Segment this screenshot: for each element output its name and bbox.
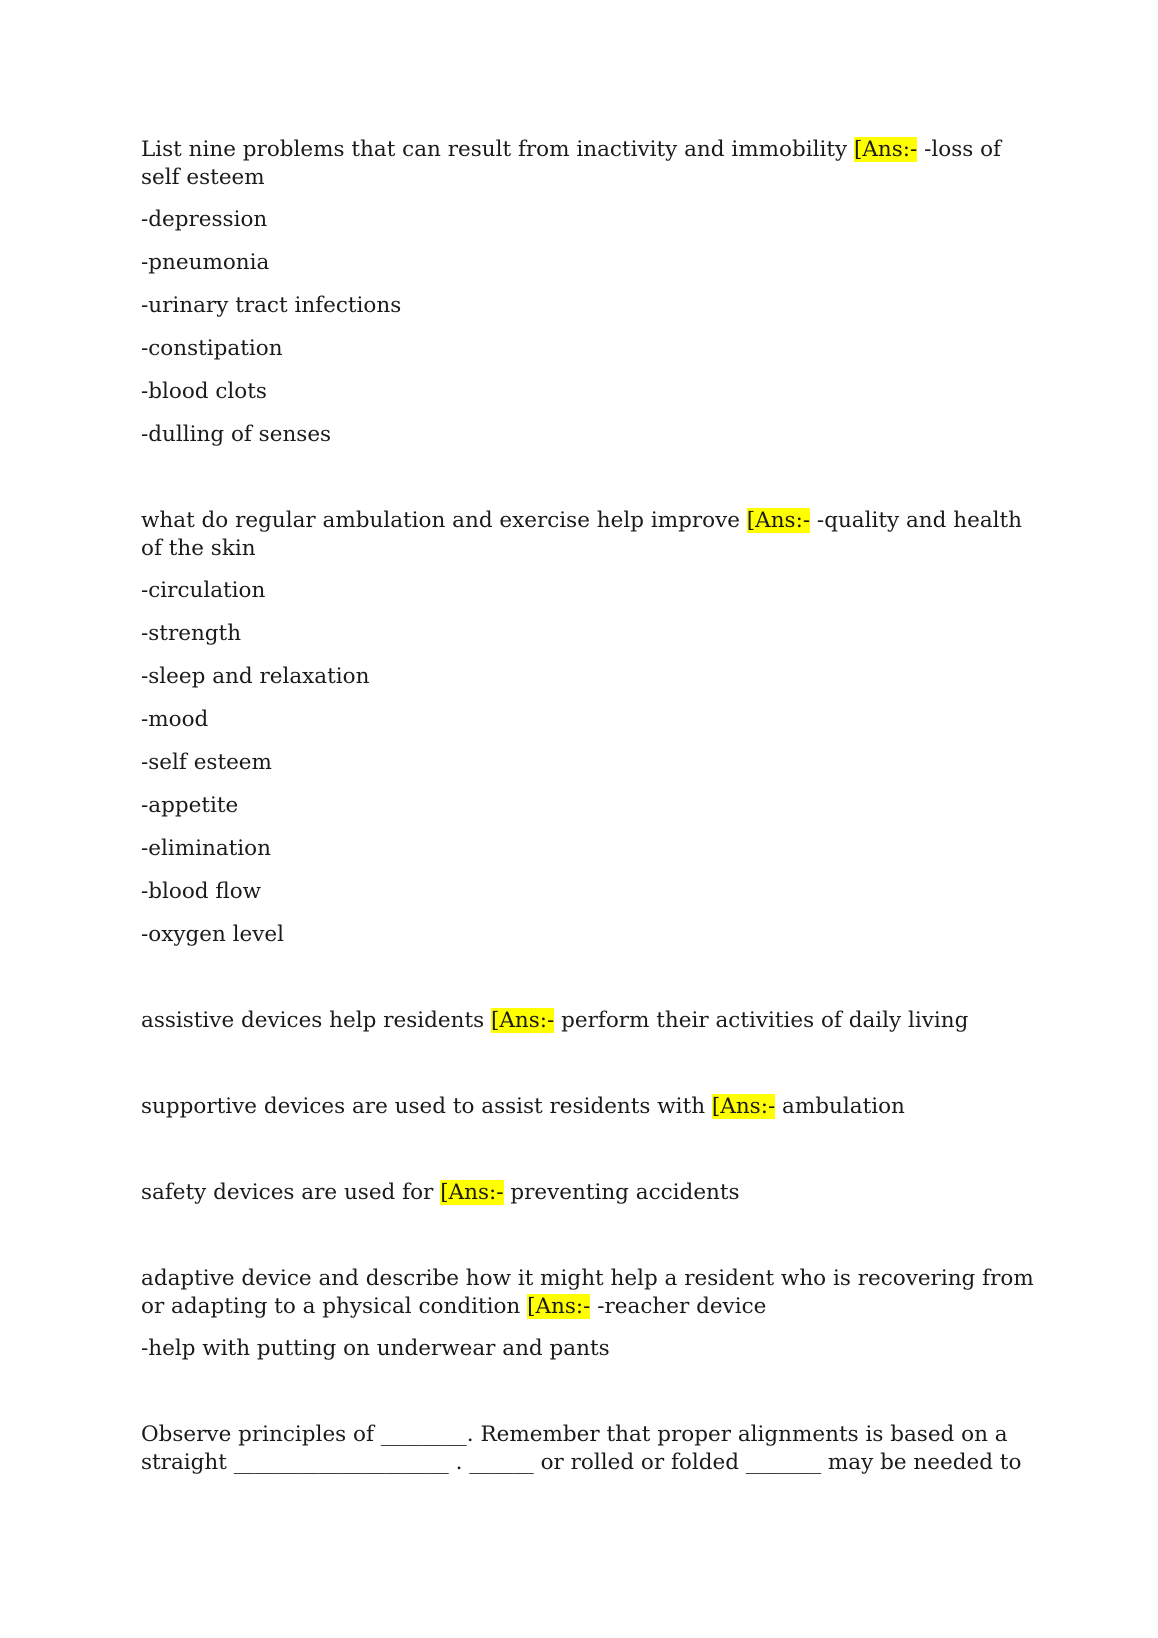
answer-item: -sleep and relaxation bbox=[141, 664, 370, 689]
answer-item: -pneumonia bbox=[141, 250, 270, 275]
question-text: adaptive device and describe how it might help a resident who is recovering from or adapting to a physical condition bbox=[141, 1266, 1034, 1319]
answer-marker: [Ans:- bbox=[746, 508, 811, 533]
answer-item: -help with putting on underwear and pants bbox=[141, 1336, 610, 1361]
answer-item: -constipation bbox=[141, 336, 283, 361]
answer-item: -blood clots bbox=[141, 379, 267, 404]
qa-block-5 bbox=[141, 1179, 1041, 1207]
qa-block-2 bbox=[141, 507, 1041, 949]
question-line bbox=[141, 1179, 1041, 1207]
answer-marker: [Ans:- bbox=[490, 1008, 555, 1033]
answer-item: -strength bbox=[141, 621, 242, 646]
answer-marker: [Ans:- bbox=[527, 1294, 591, 1319]
answer-text: preventing accidents bbox=[503, 1180, 740, 1205]
answer-item: -oxygen level bbox=[141, 922, 284, 947]
question-text: safety devices are used for bbox=[141, 1180, 434, 1205]
answer-marker: [Ans:- bbox=[711, 1094, 776, 1119]
question-text: what do regular ambulation and exercise help improve bbox=[141, 508, 740, 533]
answer-text: perform their activities of daily living bbox=[554, 1008, 969, 1033]
answer-item: -elimination bbox=[141, 836, 271, 861]
qa-block-6 bbox=[141, 1265, 1041, 1363]
question-text: assistive devices help residents bbox=[141, 1008, 485, 1033]
question-line bbox=[141, 136, 1041, 192]
answer-marker: [Ans:- bbox=[440, 1180, 504, 1205]
answer-item: -dulling of senses bbox=[141, 422, 332, 447]
question-line bbox=[141, 1093, 1041, 1121]
question-text: supportive devices are used to assist residents with bbox=[141, 1094, 706, 1119]
question-line bbox=[141, 507, 1041, 563]
question-line bbox=[141, 1007, 1041, 1035]
answer-item: -depression bbox=[141, 207, 268, 232]
answer-text: -loss of self esteem bbox=[141, 137, 1002, 190]
answer-item: -self esteem bbox=[141, 750, 272, 775]
fill-in-blank-paragraph: Observe principles of ________. Remember that proper alignments is based on a straight ____________________ . ______ or rolled or folded _______ may be needed to bbox=[141, 1422, 1022, 1475]
answer-item: -circulation bbox=[141, 578, 266, 603]
question-line bbox=[141, 1265, 1041, 1321]
answer-marker: [Ans:- bbox=[853, 137, 918, 162]
answer-text: -quality and health of the skin bbox=[141, 508, 1023, 561]
answer-text: -reacher device bbox=[590, 1294, 767, 1319]
answer-item: -appetite bbox=[141, 793, 239, 818]
document-page bbox=[141, 136, 1041, 1491]
answer-item: -urinary tract infections bbox=[141, 293, 402, 318]
answer-text: ambulation bbox=[775, 1094, 905, 1119]
qa-block-3 bbox=[141, 1007, 1041, 1035]
answer-item: -mood bbox=[141, 707, 209, 732]
question-text: List nine problems that can result from inactivity and immobility bbox=[141, 137, 848, 162]
qa-block-4 bbox=[141, 1093, 1041, 1121]
answer-item: -blood flow bbox=[141, 879, 262, 904]
qa-block-1 bbox=[141, 136, 1041, 449]
